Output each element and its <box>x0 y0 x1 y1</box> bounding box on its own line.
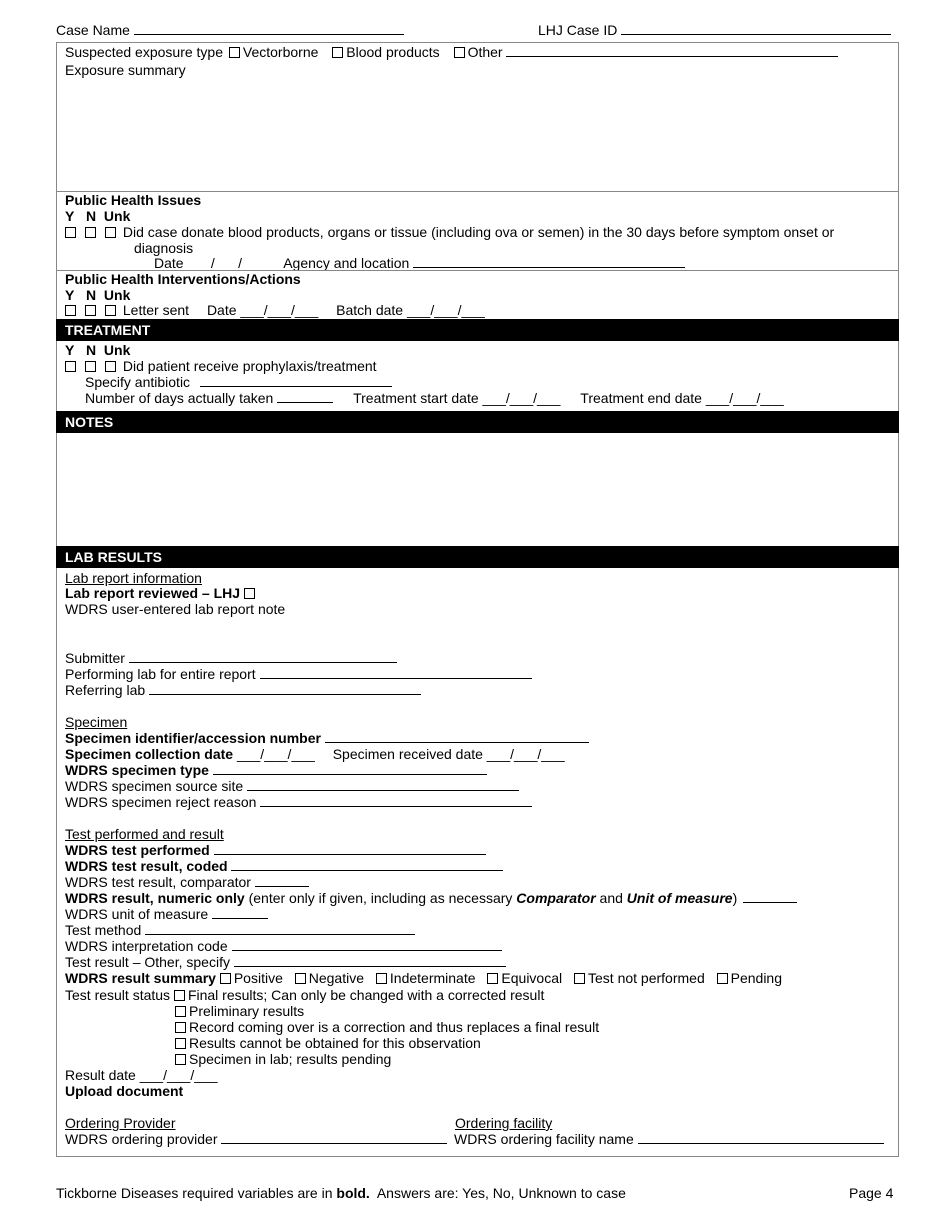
treatment-header: TREATMENT <box>56 319 899 341</box>
specimen-id-row <box>65 730 589 746</box>
end-date-input[interactable]: ___/___/___ <box>705 390 784 406</box>
case-name-input[interactable] <box>134 22 404 35</box>
ordering-facility-row <box>454 1131 884 1147</box>
specimen-type-label: WDRS specimen type <box>65 762 209 778</box>
status-preliminary-checkbox[interactable] <box>175 1006 186 1017</box>
result-coded-label: WDRS test result, coded <box>65 858 228 874</box>
interp-code-row <box>65 938 502 954</box>
phi-question-cont: diagnosis <box>134 240 194 256</box>
notes-header: NOTES <box>56 411 899 433</box>
batch-date-label: Batch date <box>336 302 404 318</box>
unit-measure-row <box>65 906 268 922</box>
antibiotic-row <box>85 374 392 390</box>
interventions-title: Public Health Interventions/Actions <box>65 271 301 287</box>
end-date-label: Treatment end date <box>580 390 702 406</box>
test-performed-row <box>65 842 486 858</box>
exposure-summary-label: Exposure summary <box>65 62 186 78</box>
start-date-input[interactable]: ___/___/___ <box>482 390 561 406</box>
comparator-label: WDRS test result, comparator <box>65 874 251 890</box>
test-other-row <box>65 954 506 970</box>
test-method-input[interactable] <box>145 922 415 935</box>
other-label: Other <box>467 44 503 60</box>
specimen-title: Specimen <box>65 714 128 730</box>
comparator-input[interactable] <box>255 874 309 887</box>
status-cannot-obtain-checkbox[interactable] <box>175 1038 186 1049</box>
interventions-yn-header: Y N Unk <box>65 287 131 303</box>
treatment-no-checkbox[interactable] <box>85 361 96 372</box>
collection-date-input[interactable]: ___/___/___ <box>236 746 315 762</box>
notes-area[interactable] <box>60 436 895 544</box>
referring-lab-row <box>65 682 421 698</box>
received-date-input[interactable]: ___/___/___ <box>486 746 565 762</box>
phi-yn-header: Y N Unk <box>65 208 131 224</box>
lab-reviewed-row <box>65 585 258 601</box>
ordering-facility-title: Ordering facility <box>455 1115 553 1131</box>
phi-yes-checkbox[interactable] <box>65 227 76 238</box>
start-date-label: Treatment start date <box>353 390 479 406</box>
result-date-row <box>65 1067 218 1083</box>
test-status-row: Test result status Final results; Can only be changed with a corrected result <box>65 987 545 1003</box>
numeric-input[interactable] <box>743 890 797 903</box>
source-site-input[interactable] <box>247 778 519 791</box>
blood-products-label: Blood products <box>346 44 440 60</box>
status-cannot-obtain-row: Results cannot be obtained for this observation <box>175 1035 481 1051</box>
lab-report-info-title: Lab report information <box>65 570 202 586</box>
source-site-row <box>65 778 519 794</box>
vectorborne-checkbox[interactable] <box>229 47 240 58</box>
result-summary-label: WDRS result summary <box>65 970 216 986</box>
phi-date-input[interactable]: ___/___/___ <box>187 255 266 271</box>
lhj-case-id-input[interactable] <box>621 22 891 35</box>
positive-checkbox[interactable] <box>220 973 231 984</box>
performing-lab-label: Performing lab for entire report <box>65 666 256 682</box>
letter-sent-row <box>65 302 485 318</box>
phi-question: Did case donate blood products, organs or tissue (including ova or semen) in the 30 days before symptom onset or <box>122 224 835 240</box>
ordering-provider-row <box>65 1131 447 1147</box>
result-summary-row: WDRS result summary Positive Negative Indeterminate Equivocal Test not performed Pending <box>65 970 783 986</box>
specimen-type-row <box>65 762 487 778</box>
unit-measure-label: WDRS unit of measure <box>65 906 209 922</box>
ordering-facility-label: WDRS ordering facility name <box>454 1131 634 1147</box>
submitter-label: Submitter <box>65 650 125 666</box>
phi-unk-checkbox[interactable] <box>105 227 116 238</box>
blood-products-checkbox[interactable] <box>332 47 343 58</box>
lab-reviewed-label: Lab report reviewed – LHJ <box>65 585 241 601</box>
submitter-row <box>65 650 397 666</box>
treatment-question: Did patient receive prophylaxis/treatment <box>122 358 377 374</box>
reject-reason-row <box>65 794 532 810</box>
lhj-case-id-field <box>538 22 891 38</box>
referring-lab-input[interactable] <box>149 682 421 695</box>
ordering-provider-label: WDRS ordering provider <box>65 1131 218 1147</box>
phi-no-checkbox[interactable] <box>85 227 96 238</box>
phi-question-row <box>65 224 834 240</box>
lab-reviewed-checkbox[interactable] <box>244 588 255 599</box>
antibiotic-input[interactable] <box>200 374 392 387</box>
status-preliminary-row: Preliminary results <box>175 1003 304 1019</box>
test-performed-label: WDRS test performed <box>65 842 210 858</box>
other-input[interactable] <box>506 44 838 57</box>
specimen-id-label: Specimen identifier/accession number <box>65 730 321 746</box>
collection-date-label: Specimen collection date <box>65 746 234 762</box>
test-method-row <box>65 922 415 938</box>
case-name-label: Case Name <box>56 22 130 38</box>
status-correction-row: Record coming over is a correction and thus replaces a final result <box>175 1019 599 1035</box>
test-other-label: Test result – Other, specify <box>65 954 230 970</box>
case-name-field <box>56 22 404 38</box>
result-coded-row <box>65 858 503 874</box>
performing-lab-row <box>65 666 532 682</box>
comparator-row <box>65 874 309 890</box>
numeric-row: WDRS result, numeric only (enter only if given, including as necessary Comparator and Unit of measure) <box>65 890 797 906</box>
letter-yes-checkbox[interactable] <box>65 305 76 316</box>
upload-document-label[interactable]: Upload document <box>65 1083 184 1099</box>
phi-title: Public Health Issues <box>65 192 202 208</box>
interp-code-input[interactable] <box>232 938 502 951</box>
letter-no-checkbox[interactable] <box>85 305 96 316</box>
phi-agency-input[interactable] <box>413 255 685 268</box>
page-number: Page 4 <box>849 1185 894 1201</box>
test-method-label: Test method <box>65 922 142 938</box>
reject-reason-label: WDRS specimen reject reason <box>65 794 257 810</box>
lab-results-header: LAB RESULTS <box>56 546 899 568</box>
phi-date-row <box>154 255 685 271</box>
source-site-label: WDRS specimen source site <box>65 778 244 794</box>
received-date-label: Specimen received date <box>332 746 483 762</box>
phi-date-label: Date <box>154 255 184 271</box>
vectorborne-label: Vectorborne <box>242 44 319 60</box>
exposure-type-label: Suspected exposure type <box>65 44 223 60</box>
days-input[interactable] <box>277 390 333 403</box>
test-title: Test performed and result <box>65 826 224 842</box>
numeric-label: WDRS result, numeric only <box>65 890 245 906</box>
ordering-provider-input[interactable] <box>221 1131 447 1144</box>
specimen-type-input[interactable] <box>213 762 487 775</box>
interp-code-label: WDRS interpretation code <box>65 938 228 954</box>
negative-checkbox[interactable] <box>295 973 306 984</box>
referring-lab-label: Referring lab <box>65 682 146 698</box>
equivocal-checkbox[interactable] <box>487 973 498 984</box>
user-note-label: WDRS user-entered lab report note <box>65 601 286 617</box>
letter-sent-label: Letter sent <box>122 302 190 318</box>
status-final-checkbox[interactable] <box>174 990 185 1001</box>
days-label: Number of days actually taken <box>85 390 274 406</box>
treatment-days-row <box>85 390 784 406</box>
test-status-label: Test result status <box>65 987 171 1003</box>
unit-measure-input[interactable] <box>212 906 268 919</box>
batch-date-input[interactable]: ___/___/___ <box>406 302 485 318</box>
ordering-provider-title: Ordering Provider <box>65 1115 176 1131</box>
other-checkbox[interactable] <box>454 47 465 58</box>
result-date-input[interactable]: ___/___/___ <box>139 1067 218 1083</box>
letter-unk-checkbox[interactable] <box>105 305 116 316</box>
test-other-input[interactable] <box>234 954 506 967</box>
status-correction-checkbox[interactable] <box>175 1022 186 1033</box>
performing-lab-input[interactable] <box>260 666 532 679</box>
pending-checkbox[interactable] <box>717 973 728 984</box>
treatment-yn-header: Y N Unk <box>65 342 131 358</box>
submitter-input[interactable] <box>129 650 397 663</box>
indeterminate-checkbox[interactable] <box>376 973 387 984</box>
letter-date-input[interactable]: ___/___/___ <box>240 302 319 318</box>
treatment-question-row <box>65 358 377 374</box>
treatment-yes-checkbox[interactable] <box>65 361 76 372</box>
result-coded-input[interactable] <box>231 858 503 871</box>
treatment-unk-checkbox[interactable] <box>105 361 116 372</box>
exposure-type-row <box>65 44 838 60</box>
collection-date-row <box>65 746 565 762</box>
status-pending-row: Specimen in lab; results pending <box>175 1051 391 1067</box>
specimen-id-input[interactable] <box>325 730 589 743</box>
ordering-facility-input[interactable] <box>638 1131 884 1144</box>
letter-date-label: Date <box>206 302 237 318</box>
result-date-label: Result date <box>65 1067 136 1083</box>
lhj-case-id-label: LHJ Case ID <box>538 22 618 38</box>
test-performed-input[interactable] <box>214 842 486 855</box>
antibiotic-label: Specify antibiotic <box>85 374 191 390</box>
phi-agency-label: Agency and location <box>283 255 410 271</box>
status-pending-checkbox[interactable] <box>175 1054 186 1065</box>
reject-reason-input[interactable] <box>260 794 532 807</box>
not-performed-checkbox[interactable] <box>574 973 585 984</box>
footer-note: Tickborne Diseases required variables are in bold. Answers are: Yes, No, Unknown to case <box>56 1185 626 1201</box>
